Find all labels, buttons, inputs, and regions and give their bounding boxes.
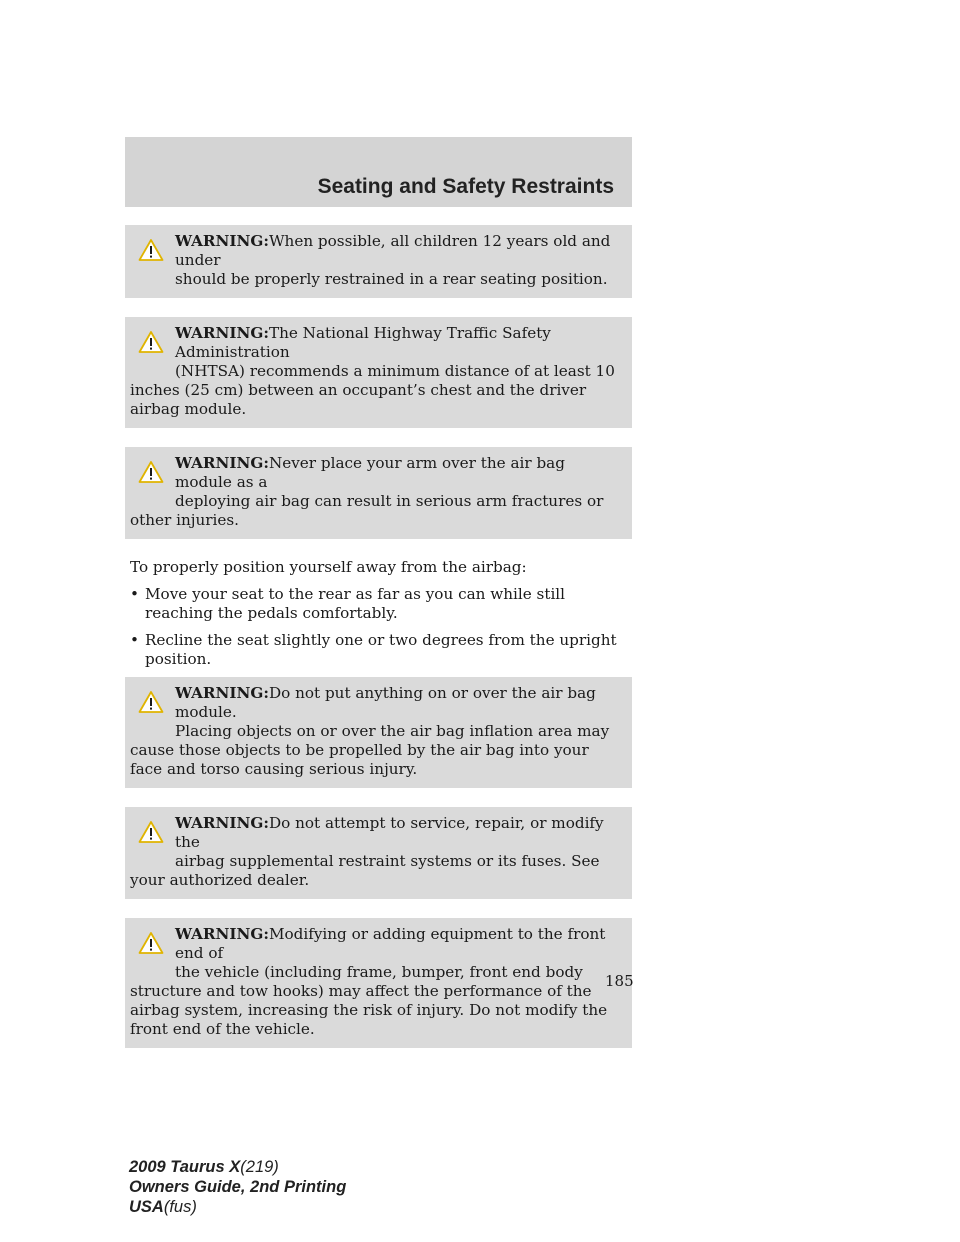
warning-triangle-icon [138, 238, 164, 262]
warning-rest-text: Placing objects on or over the air bag inflation area may cause those objects to be propelled by the air bag into your face and torso causing serious injury. [130, 722, 610, 778]
warning-triangle-icon [138, 931, 164, 955]
document-footer [129, 1157, 346, 1217]
page-number: 185 [605, 972, 634, 990]
footer-region-code: (fus) [163, 1198, 197, 1216]
warning-first-line [130, 232, 624, 270]
footer-line-model [129, 1157, 346, 1177]
warning-triangle-icon [138, 820, 164, 844]
bullet-item [130, 585, 632, 623]
warning-box-nhtsa [125, 317, 632, 428]
warning-triangle-icon [138, 330, 164, 354]
warning-label: WARNING: [175, 814, 269, 832]
warning-first-text: The National Highway Traffic Safety Administration [175, 324, 551, 361]
warning-label: WARNING: [175, 324, 269, 342]
bullet-text: Move your seat to the rear as far as you can while still reaching the pedals comfortably. [145, 585, 566, 622]
warning-rest-text: the vehicle (including frame, bumper, front end body structure and tow hooks) may affect the performance of the airbag system, increasing the risk of injury. Do not modify the front end of the vehicle. [130, 963, 608, 1038]
warning-first-line [130, 454, 624, 492]
bullet-icon: • [130, 631, 139, 649]
bullet-icon: • [130, 585, 139, 603]
footer-model-code: (219) [240, 1158, 279, 1176]
warning-first-line [130, 324, 624, 362]
warning-box-service [125, 807, 632, 899]
warning-label: WARNING: [175, 454, 269, 472]
warning-first-text: Do not put anything on or over the air bag module. [175, 684, 596, 721]
warning-label: WARNING: [175, 925, 269, 943]
footer-model: 2009 Taurus X [129, 1158, 241, 1176]
warning-rest-text: (NHTSA) recommends a minimum distance of at least 10 inches (25 cm) between an occupant’s chest and the driver airbag module. [130, 362, 615, 418]
warning-first-line [130, 814, 624, 852]
page-content [125, 225, 632, 1067]
warning-first-text: Modifying or adding equipment to the front end of [175, 925, 606, 962]
warning-label: WARNING: [175, 232, 269, 250]
warning-first-line [130, 684, 624, 722]
warning-rest-text: airbag supplemental restraint systems or its fuses. See your authorized dealer. [130, 852, 600, 889]
warning-triangle-icon [138, 460, 164, 484]
warning-triangle-icon [138, 690, 164, 714]
warning-first-text: When possible, all children 12 years old and under [175, 232, 611, 269]
warning-first-line [130, 925, 624, 963]
warning-first-text: Never place your arm over the air bag module as a [175, 454, 565, 491]
bullet-text: Recline the seat slightly one or two degrees from the upright position. [145, 631, 617, 668]
warning-first-text: Do not attempt to service, repair, or modify the [175, 814, 604, 851]
warning-box-children [125, 225, 632, 298]
header-band [125, 137, 632, 207]
bullet-item [130, 631, 632, 669]
warning-box-arm [125, 447, 632, 539]
intro-paragraph: To properly position yourself away from the airbag: [130, 558, 527, 576]
warning-label: WARNING: [175, 684, 269, 702]
warning-box-front-end [125, 918, 632, 1048]
warning-rest-text: deploying air bag can result in serious arm fractures or other injuries. [130, 492, 604, 529]
footer-region: USA [129, 1198, 164, 1216]
warning-box-objects [125, 677, 632, 788]
footer-line-region [129, 1197, 346, 1217]
section-title: Seating and Safety Restraints [317, 175, 614, 198]
warning-rest-text: should be properly restrained in a rear seating position. [175, 270, 608, 288]
footer-line-guide: Owners Guide, 2nd Printing [129, 1178, 347, 1196]
